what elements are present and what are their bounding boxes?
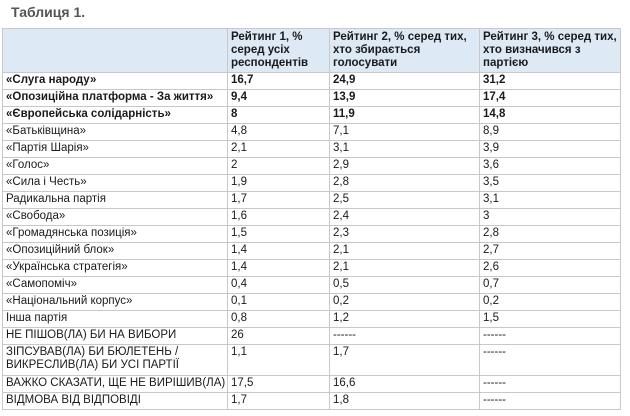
party-name-cell: «Опозиційний блок» [3,243,228,260]
rating-3-cell: 3,1 [480,192,621,209]
rating-1-cell: 0,4 [228,277,330,294]
rating-2-cell: 3,1 [330,141,480,158]
rating-1-cell: 9,4 [228,90,330,107]
rating-1-cell: 1,9 [228,175,330,192]
party-name-cell: ЗІПСУВАВ(ЛА) БИ БЮЛЕТЕНЬ / ВИКРЕСЛИВ(ЛА) БИ УСІ ПАРТІЇ [3,345,228,376]
table-row [3,226,621,243]
rating-2-cell: 2,3 [330,226,480,243]
table-row [3,107,621,124]
header-row [3,29,621,73]
rating-3-cell: 0,7 [480,277,621,294]
rating-2-cell: 7,1 [330,124,480,141]
rating-1-cell: 16,7 [228,73,330,90]
rating-2-cell: 13,9 [330,90,480,107]
party-name-cell: «Національний корпус» [3,294,228,311]
party-name-cell: ВАЖКО СКАЗАТИ, ЩЕ НЕ ВИРІШИВ(ЛА) [3,376,228,393]
rating-1-cell: 1,4 [228,260,330,277]
rating-1-cell: 8 [228,107,330,124]
table-row [3,192,621,209]
table-row [3,209,621,226]
rating-1-cell: 1,1 [228,345,330,376]
party-name-cell: ВІДМОВА ВІД ВІДПОВІДІ [3,393,228,410]
rating-3-cell: ------ [480,328,621,345]
rating-2-cell: 11,9 [330,107,480,124]
rating-2-cell: 0,5 [330,277,480,294]
party-name-cell: «Самопоміч» [3,277,228,294]
rating-3-cell: ------ [480,393,621,410]
rating-1-cell: 0,1 [228,294,330,311]
rating-3-cell: 3,6 [480,158,621,175]
party-name-cell: Інша партія [3,311,228,328]
rating-3-cell: 3,9 [480,141,621,158]
rating-1-cell: 2,1 [228,141,330,158]
rating-1-cell: 1,7 [228,192,330,209]
party-name-cell: «Громадянська позиція» [3,226,228,243]
rating-2-cell: 0,2 [330,294,480,311]
table-row [3,175,621,192]
rating-3-cell: 8,9 [480,124,621,141]
rating-2-cell: 2,1 [330,260,480,277]
rating-3-cell: ------ [480,345,621,376]
rating-1-cell: 0,8 [228,311,330,328]
party-name-cell: «Партія Шарія» [3,141,228,158]
table-row [3,345,621,376]
table-row [3,158,621,175]
party-name-cell: «Сила і Честь» [3,175,228,192]
rating-3-cell: 2,6 [480,260,621,277]
party-name-cell: НЕ ПІШОВ(ЛА) БИ НА ВИБОРИ [3,328,228,345]
rating-3-cell: 31,2 [480,73,621,90]
header-rating-1: Рейтинг 1, % серед усіх респондентів [228,29,330,73]
rating-2-cell: 1,2 [330,311,480,328]
table-row [3,328,621,345]
rating-1-cell: 17,5 [228,376,330,393]
table-body [3,73,621,410]
header-rating-3: Рейтинг 3, % серед тих, хто визначився з партією [480,29,621,73]
rating-3-cell: 3 [480,209,621,226]
rating-3-cell: ------ [480,376,621,393]
table-title: Таблиця 1. [11,4,86,20]
rating-1-cell: 1,5 [228,226,330,243]
party-name-cell: «Слуга народу» [3,73,228,90]
party-name-cell: Радикальна партія [3,192,228,209]
table-row [3,90,621,107]
rating-2-cell: 2,5 [330,192,480,209]
party-name-cell: «Свобода» [3,209,228,226]
table-row [3,277,621,294]
rating-3-cell: 0,2 [480,294,621,311]
rating-1-cell: 1,6 [228,209,330,226]
table-row [3,294,621,311]
rating-table [2,28,621,410]
table-row [3,376,621,393]
rating-2-cell: 2,8 [330,175,480,192]
table-row [3,311,621,328]
rating-1-cell: 4,8 [228,124,330,141]
party-name-cell: «Голос» [3,158,228,175]
table-row [3,141,621,158]
rating-2-cell: 2,4 [330,209,480,226]
table-row [3,124,621,141]
table-row [3,260,621,277]
rating-3-cell: 3,5 [480,175,621,192]
rating-3-cell: 2,7 [480,243,621,260]
rating-2-cell: 2,9 [330,158,480,175]
rating-3-cell: 14,8 [480,107,621,124]
rating-2-cell: 2,1 [330,243,480,260]
rating-2-cell: 1,7 [330,345,480,376]
party-name-cell: «Європейська солідарність» [3,107,228,124]
rating-1-cell: 2 [228,158,330,175]
party-name-cell: «Українська стратегія» [3,260,228,277]
rating-3-cell: 17,4 [480,90,621,107]
table-row [3,243,621,260]
rating-3-cell: 2,8 [480,226,621,243]
header-party [3,29,228,73]
party-name-cell: «Опозиційна платформа - За життя» [3,90,228,107]
rating-2-cell: 1,8 [330,393,480,410]
header-rating-2: Рейтинг 2, % серед тих, хто збирається голосувати [330,29,480,73]
table-row [3,73,621,90]
rating-2-cell: ------ [330,328,480,345]
rating-1-cell: 1,7 [228,393,330,410]
table-row [3,393,621,410]
party-name-cell: «Батьківщина» [3,124,228,141]
rating-3-cell: 1,5 [480,311,621,328]
rating-2-cell: 24,9 [330,73,480,90]
rating-2-cell: 16,6 [330,376,480,393]
rating-1-cell: 1,4 [228,243,330,260]
rating-1-cell: 26 [228,328,330,345]
